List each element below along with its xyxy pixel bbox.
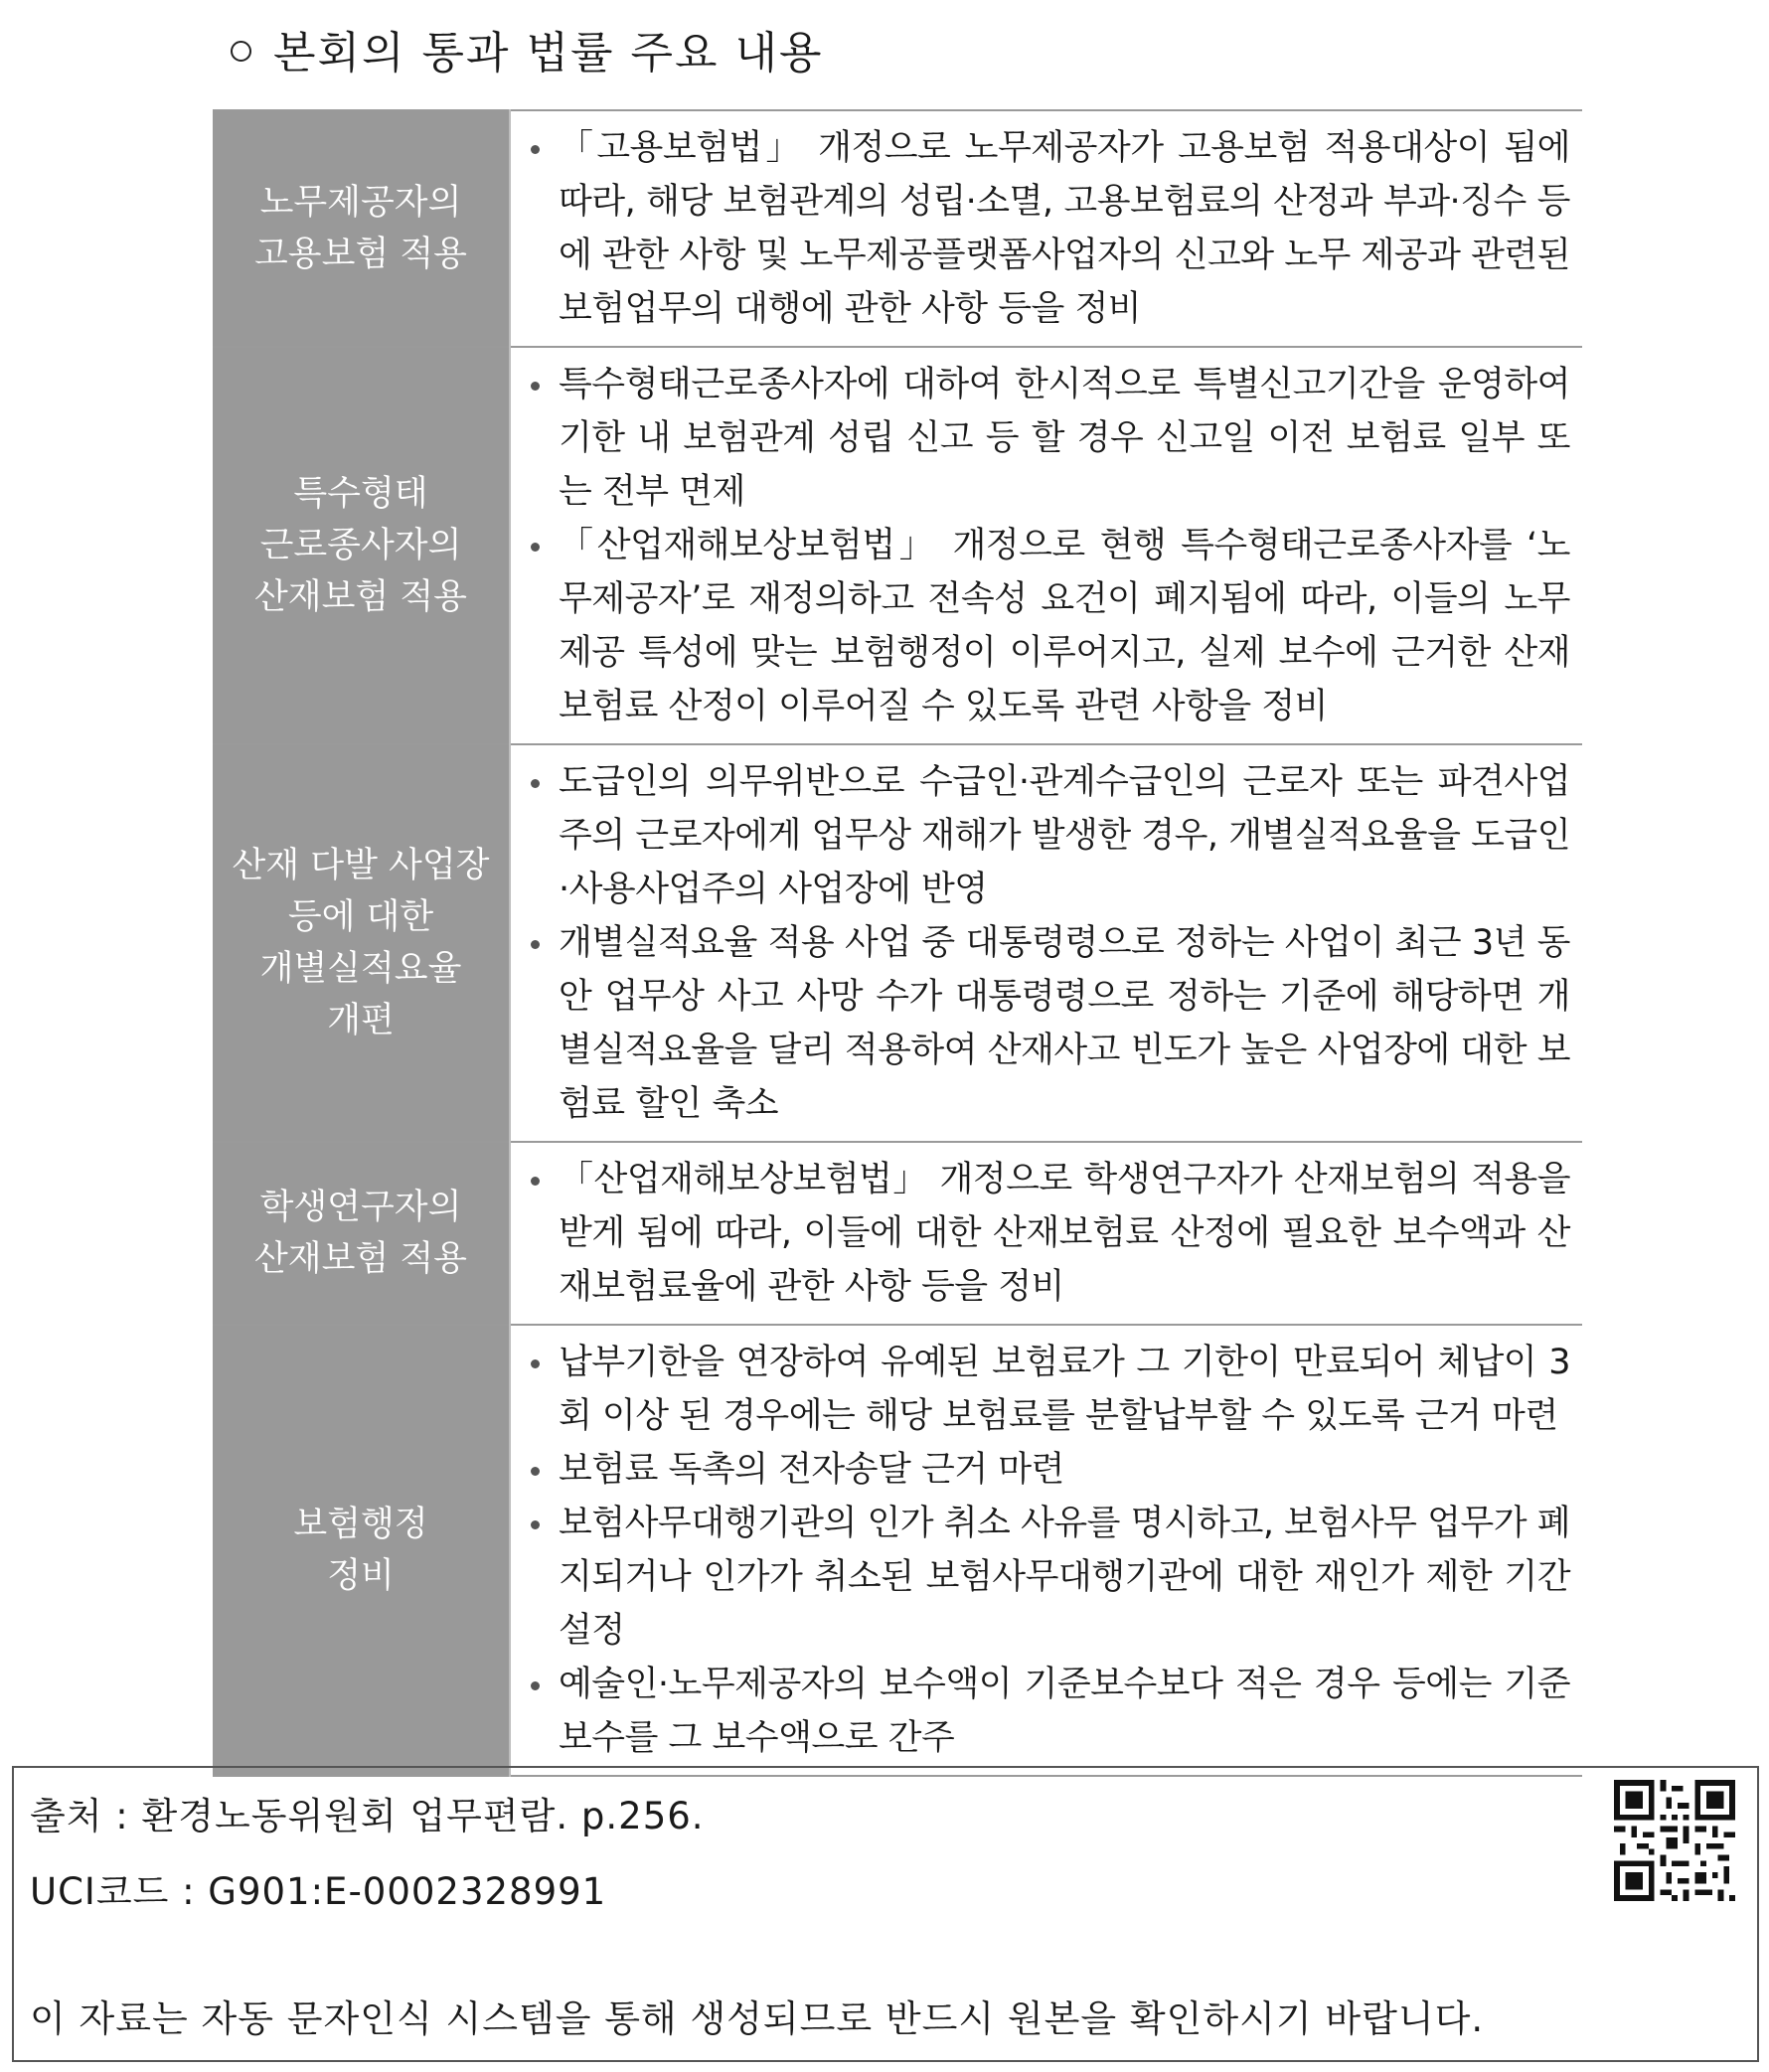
category-line: 산재보험 적용: [254, 577, 467, 617]
category-line: 근로종사자의: [259, 526, 462, 565]
table-row: [213, 347, 1582, 744]
list-item-text: 예술인·노무제공자의 보수액이 기준보수보다 적은 경우 등에는 기준보수를 그 보수액으로 간주: [559, 1665, 1570, 1758]
list-item: [525, 755, 1570, 916]
table-row: [213, 110, 1582, 347]
bullet-dot-icon: [531, 1177, 540, 1186]
source-info-box: [12, 1766, 1759, 2062]
description-cell: [510, 347, 1582, 744]
category-cell: [213, 1325, 510, 1776]
list-item: [525, 1336, 1570, 1443]
list-item-text: 보험료 독촉의 전자송달 근거 마련: [559, 1450, 1064, 1490]
category-line: 보험행정: [293, 1505, 428, 1544]
list-item: [525, 1497, 1570, 1658]
list-item: [525, 1658, 1570, 1765]
section-heading-text: 본회의 통과 법률 주요 내용: [273, 28, 824, 79]
category-line: 개편: [327, 1001, 395, 1040]
uci-code: UCI코드 : G901:E-0002328991: [30, 1870, 607, 1913]
category-line: 개별실적요율: [259, 949, 462, 989]
category-line: 산재보험 적용: [254, 1239, 467, 1279]
list-item: [525, 121, 1570, 336]
list-item-text: 「산업재해보상보험법」 개정으로 현행 특수형태근로종사자를 ‘노무제공자’로 재정의하고 전속성 요건이 폐지됨에 따라, 이들의 노무제공 특성에 맞는 보험행정이 이루어지고, 실제 보수에 근거한 산재보험료 산정이 이루어질 수 있도록 관련 사항을 정비: [559, 526, 1570, 726]
category-line: 산재 다발 사업장: [232, 846, 490, 885]
list-item: [525, 1443, 1570, 1497]
ocr-notice: 이 자료는 자동 문자인식 시스템을 통해 생성되므로 반드시 원본을 확인하시기 바랍니다.: [30, 1997, 1485, 2040]
category-line: 특수형태: [293, 474, 428, 514]
category-line: 등에 대한: [287, 897, 434, 937]
list-item-text: 개별실적요율 적용 사업 중 대통령령으로 정하는 사업이 최근 3년 동안 업무상 사고 사망 수가 대통령령으로 정하는 기준에 해당하면 개별실적요율을 달리 적용하여 산재사고 빈도가 높은 사업장에 대한 보험료 할인 축소: [559, 923, 1570, 1124]
description-cell: [510, 1142, 1582, 1325]
list-item-text: 도급인의 의무위반으로 수급인·관계수급인의 근로자 또는 파견사업주의 근로자에게 업무상 재해가 발생한 경우, 개별실적요율을 도급인·사용사업주의 사업장에 반영: [559, 762, 1570, 909]
table-row: [213, 1325, 1582, 1776]
bullet-dot-icon: [531, 1681, 540, 1690]
category-cell: [213, 347, 510, 744]
list-item: [525, 358, 1570, 519]
list-item-text: 「산업재해보상보험법」 개정으로 학생연구자가 산재보험의 적용을 받게 됨에 따라, 이들에 대한 산재보험료 산정에 필요한 보수액과 산재보험료율에 관한 사항 등을 정비: [559, 1160, 1570, 1307]
bullet-dot-icon: [531, 543, 540, 552]
list-item-text: 특수형태근로종사자에 대하여 한시적으로 특별신고기간을 운영하여 기한 내 보험관계 성립 신고 등 할 경우 신고일 이전 보험료 일부 또는 전부 면제: [559, 365, 1570, 512]
list-item: [525, 916, 1570, 1131]
category-cell: [213, 1142, 510, 1325]
description-cell: [510, 110, 1582, 347]
section-heading: [231, 20, 824, 87]
category-cell: [213, 744, 510, 1142]
category-line: 노무제공자의: [259, 183, 462, 223]
bullet-dot-icon: [531, 1467, 540, 1476]
qr-code-icon: [1614, 1780, 1735, 1901]
table-row: [213, 744, 1582, 1142]
source-citation: 출처 : 환경노동위원회 업무편람. p.256.: [30, 1795, 705, 1837]
circle-bullet-icon: [231, 41, 251, 62]
law-summary-table: [213, 109, 1582, 1777]
bullet-dot-icon: [531, 145, 540, 154]
bullet-dot-icon: [531, 382, 540, 391]
bullet-dot-icon: [531, 779, 540, 788]
bullet-dot-icon: [531, 1359, 540, 1368]
category-cell: [213, 110, 510, 347]
list-item: [525, 1153, 1570, 1314]
list-item: [525, 519, 1570, 733]
description-cell: [510, 744, 1582, 1142]
bullet-dot-icon: [531, 1520, 540, 1529]
list-item-text: 납부기한을 연장하여 유예된 보험료가 그 기한이 만료되어 체납이 3회 이상 된 경우에는 해당 보험료를 분할납부할 수 있도록 근거 마련: [559, 1343, 1570, 1436]
table-row: [213, 1142, 1582, 1325]
bullet-dot-icon: [531, 940, 540, 949]
category-line: 고용보험 적용: [254, 235, 467, 274]
category-line: 학생연구자의: [259, 1188, 462, 1227]
list-item-text: 「고용보험법」 개정으로 노무제공자가 고용보험 적용대상이 됨에 따라, 해당 보험관계의 성립·소멸, 고용보험료의 산정과 부과·징수 등에 관한 사항 및 노무제공플랫폼사업자의 신고와 노무 제공과 관련된 보험업무의 대행에 관한 사항 등을 정비: [559, 128, 1570, 329]
category-line: 정비: [327, 1556, 395, 1596]
list-item-text: 보험사무대행기관의 인가 취소 사유를 명시하고, 보험사무 업무가 폐지되거나 인가가 취소된 보험사무대행기관에 대한 재인가 제한 기간 설정: [559, 1504, 1570, 1651]
description-cell: [510, 1325, 1582, 1776]
